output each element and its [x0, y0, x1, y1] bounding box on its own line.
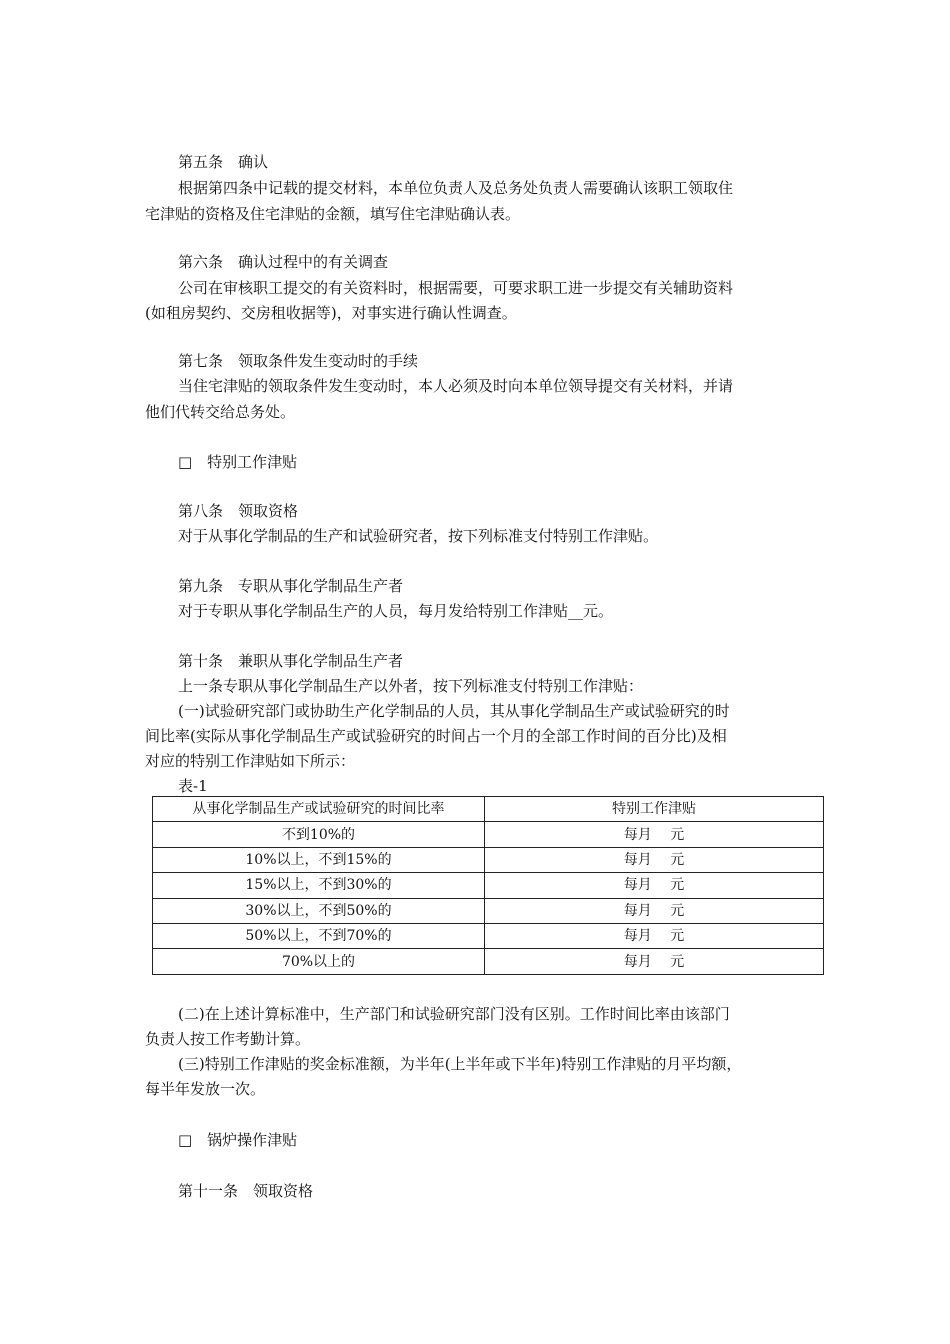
article-10-body-line: (一)试验研究部门或协助生产化学制品的人员，其从事化学制品生产或试验研究的时 — [178, 702, 730, 720]
article-7-body-line: 当住宅津贴的领取条件发生变动时，本人必须及时向本单位领导提交有关材料，并请 — [178, 377, 734, 395]
article-5-heading: 第五条 确认 — [178, 153, 269, 171]
note-line: 负责人按工作考勤计算。 — [145, 1030, 311, 1048]
table-header-row — [153, 797, 824, 822]
table-cell-allowance: 每月 元 — [485, 949, 824, 974]
table-cell-allowance: 每月 元 — [485, 898, 824, 923]
article-7-heading: 第七条 领取条件发生变动时的手续 — [178, 352, 419, 370]
note-line: 每半年发放一次。 — [145, 1080, 266, 1098]
article-9-body-line: 对于专职从事化学制品生产的人员，每月发给特别工作津贴__元。 — [178, 602, 614, 620]
note-line: (二)在上述计算标准中，生产部门和试验研究部门没有区别。工作时间比率由该部门 — [178, 1005, 730, 1023]
article-6-heading: 第六条 确认过程中的有关调查 — [178, 253, 389, 271]
article-10-body-line: 上一条专职从事化学制品生产以外者，按下列标准支付特别工作津贴： — [178, 677, 644, 695]
article-6-body-line: 公司在审核职工提交的有关资料时，根据需要，可要求职工进一步提交有关辅助资料 — [178, 279, 734, 297]
table-cell-allowance: 每月 元 — [485, 822, 824, 847]
article-9-heading: 第九条 专职从事化学制品生产者 — [178, 577, 404, 595]
article-11-heading: 第十一条 领取资格 — [178, 1182, 314, 1200]
table-cell-allowance: 每月 元 — [485, 923, 824, 948]
table-cell-ratio: 10%以上，不到15%的 — [153, 847, 485, 872]
article-10-body-line: 对应的特别工作津贴如下所示： — [145, 752, 356, 770]
table-cell-allowance: 每月 元 — [485, 873, 824, 898]
table-row — [153, 847, 824, 872]
section-boiler-allowance: □ 锅炉操作津贴 — [178, 1131, 298, 1149]
table-row — [153, 873, 824, 898]
table-cell-ratio: 70%以上的 — [153, 949, 485, 974]
article-8-heading: 第八条 领取资格 — [178, 502, 299, 520]
table-row — [153, 898, 824, 923]
table-cell-ratio: 不到10%的 — [153, 822, 485, 847]
article-5-body-line: 根据第四条中记载的提交材料，本单位负责人及总务处负责人需要确认该职工领取住 — [178, 179, 734, 197]
table-caption: 表-1 — [178, 777, 208, 795]
article-10-body-line: 间比率(实际从事化学制品生产或试验研究的时间占一个月的全部工作时间的百分比)及相 — [145, 727, 727, 745]
article-6-body-line: (如租房契约、交房租收据等)，对事实进行确认性调查。 — [145, 304, 517, 322]
article-8-body-line: 对于从事化学制品的生产和试验研究者，按下列标准支付特别工作津贴。 — [178, 527, 659, 545]
allowance-table — [152, 796, 824, 975]
article-10-heading: 第十条 兼职从事化学制品生产者 — [178, 652, 404, 670]
table-cell-allowance: 每月 元 — [485, 847, 824, 872]
article-7-body-line: 他们代转交给总务处。 — [145, 403, 296, 421]
article-5-body-line: 宅津贴的资格及住宅津贴的金额，填写住宅津贴确认表。 — [145, 205, 521, 223]
table-row — [153, 923, 824, 948]
table-row — [153, 822, 824, 847]
table-header-cell: 特别工作津贴 — [485, 797, 824, 822]
table-cell-ratio: 15%以上，不到30%的 — [153, 873, 485, 898]
table-cell-ratio: 30%以上，不到50%的 — [153, 898, 485, 923]
section-special-allowance: □ 特别工作津贴 — [178, 453, 298, 471]
table-row — [153, 949, 824, 974]
table-cell-ratio: 50%以上，不到70%的 — [153, 923, 485, 948]
note-line: (三)特别工作津贴的奖金标准额，为半年(上半年或下半年)特别工作津贴的月平均额， — [178, 1055, 742, 1073]
table-header-cell: 从事化学制品生产或试验研究的时间比率 — [153, 797, 485, 822]
